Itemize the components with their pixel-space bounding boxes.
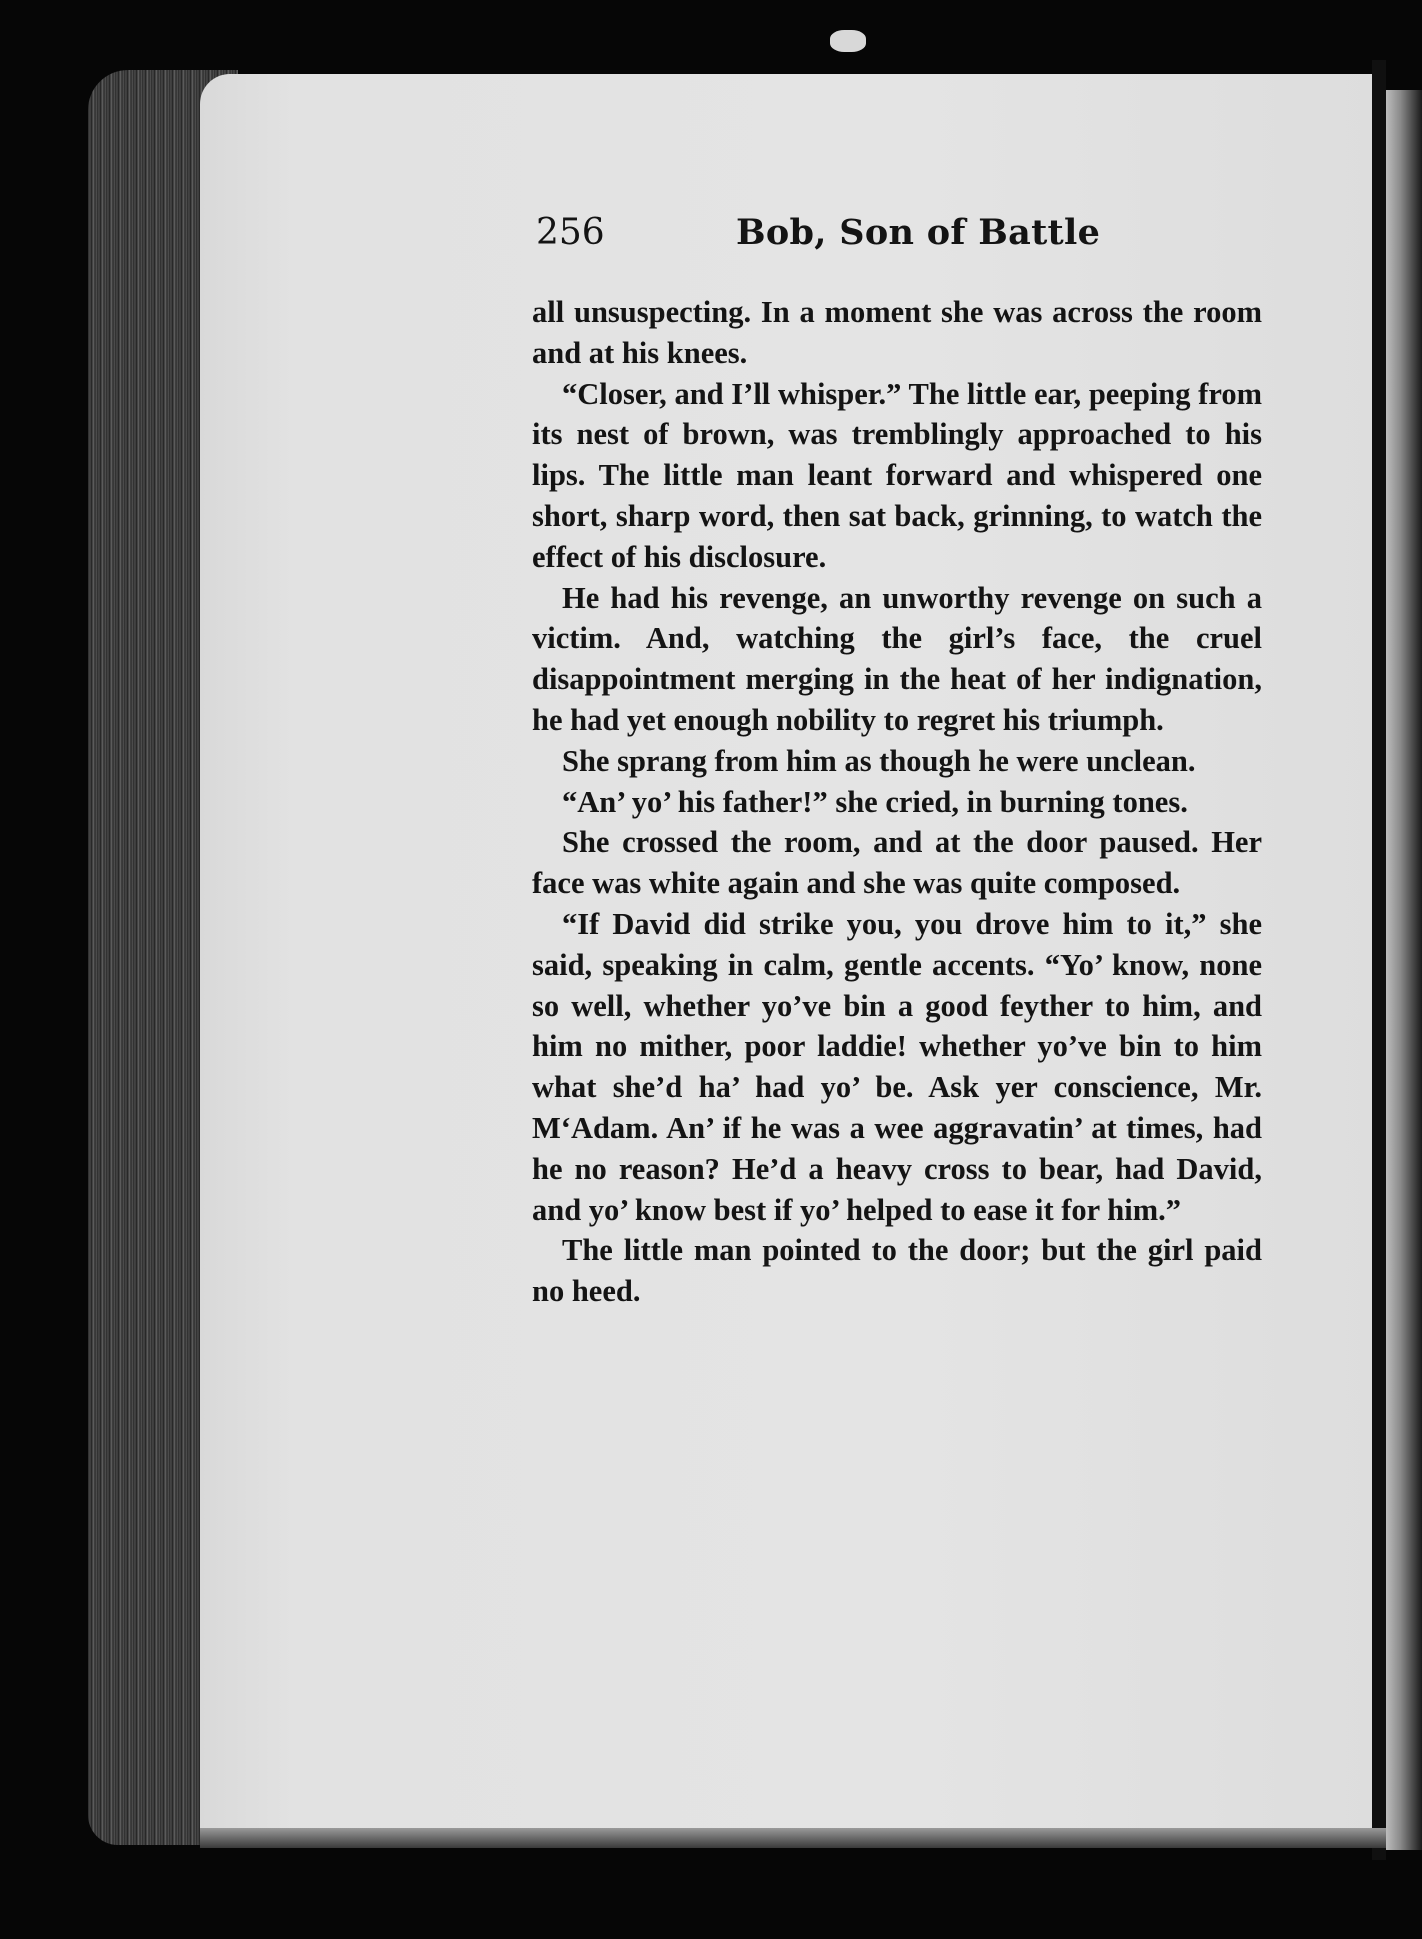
paragraph: “If David did strike you, you drove him to it,” she said, speaking in calm, gentle accents. “Yo’ know, none so well, whether yo’ve bin a good feyther to him, and him no mither, poor laddie! whether yo’ve bin to him what she’d ha’ had yo’ be. Ask yer conscience, Mr. M‘Adam. An’ if he was a wee aggravatin’ at times, had he no reason? He’d a heavy cross to bear, had David, and yo’ know best if yo’ helped to ease it for him.”	[532, 906, 1262, 1227]
page-bottom-edge	[200, 1828, 1386, 1848]
paragraph: The little man pointed to the door; but the girl paid no heed.	[532, 1233, 1262, 1309]
running-head: Bob, Son of Battle	[736, 212, 1101, 253]
facing-page-edge	[1386, 90, 1422, 1850]
paragraph: “Closer, and I’ll whisper.” The little ear, peeping from its nest of brown, was tremblingly approached to his lips. The little man leant forward and whispered one short, sharp word, then sat back, grinning, to watch the effect of his disclosure.	[532, 376, 1262, 574]
page-number: 256	[536, 212, 605, 253]
scan-smudge	[830, 30, 866, 52]
paragraph: She crossed the room, and at the door paused. Her face was white again and she was quite composed.	[532, 825, 1262, 901]
paragraph: He had his revenge, an unworthy revenge on such a victim. And, watching the girl’s face, the cruel disappointment merging in the heat of her indignation, he had yet enough nobility to regret his triumph.	[532, 580, 1262, 737]
paragraph: all unsuspecting. In a moment she was across the room and at his knees.	[532, 295, 1262, 370]
paragraph: “An’ yo’ his father!” she cried, in burning tones.	[562, 784, 1188, 819]
body-text	[532, 292, 1262, 1312]
page-header	[536, 212, 1101, 272]
paragraph: She sprang from him as though he were unclean.	[562, 743, 1196, 778]
gutter	[1372, 60, 1386, 1860]
